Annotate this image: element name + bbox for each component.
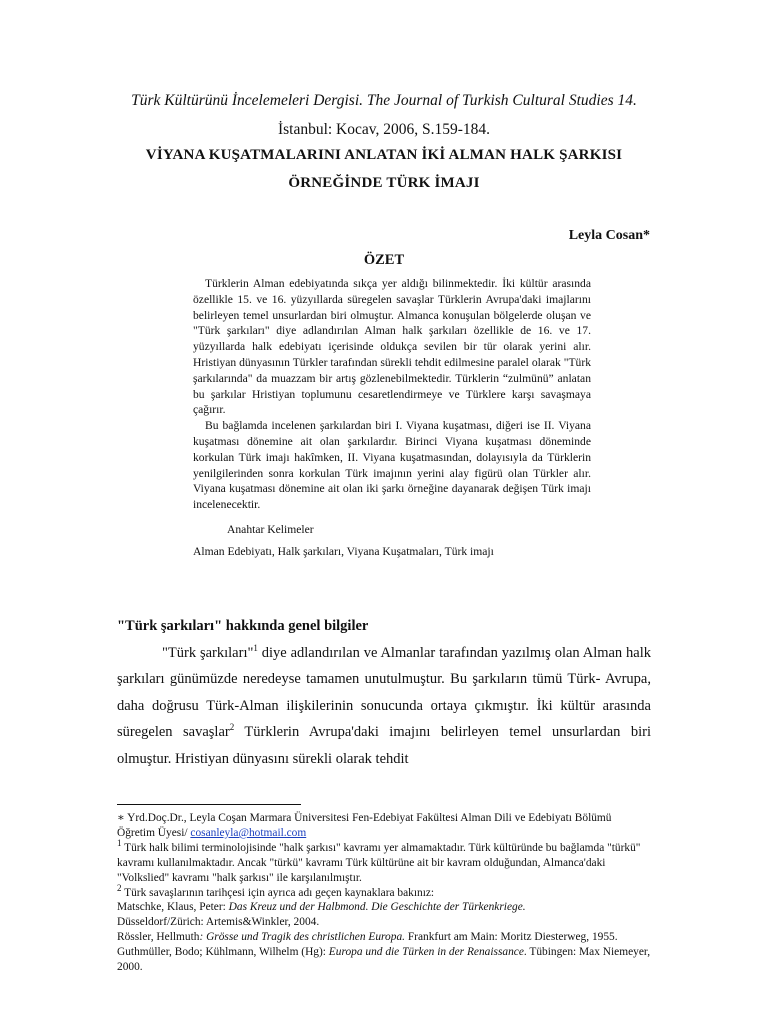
- body-text-segment: "Türk şarkıları": [162, 645, 254, 661]
- reference-author: Guthmüller, Bodo; Kühlmann, Wilhelm (Hg):: [117, 946, 329, 959]
- publication-info: İstanbul: Kocav, 2006, S.159-184.: [277, 121, 491, 138]
- abstract: [193, 276, 591, 513]
- reference-author: Matschke, Klaus, Peter:: [117, 901, 229, 914]
- author-name: Leyla Cosan*: [568, 228, 650, 243]
- abstract-heading: ÖZET: [363, 252, 405, 268]
- reference-2: [117, 930, 651, 945]
- paper-title-line-1: VİYANA KUŞATMALARINI ANLATAN İKİ ALMAN HALK ŞARKISI: [145, 147, 623, 163]
- journal-citation: Türk Kültürünü İncelemeleri Dergisi. The Journal of Turkish Cultural Studies 14.: [131, 92, 637, 109]
- body-text-segment: diye adlandırılan ve Almanlar tarafından yazılmış olan Alman halk şarkıları günümüzde neredeyse tamamen unutulmuştur. Bu şarkıların tümü Türk- Avrupa, daha doğrusu Türk-Alman ilişkilerinin sonucunda ortaya çıkmıştır. İki kültür arasında süregelen savaşlar: [117, 645, 652, 741]
- footnote-divider: [117, 804, 301, 805]
- footnote-1-mark: 1: [117, 838, 122, 849]
- footnote-ref-1[interactable]: 1: [253, 643, 258, 654]
- paper-title-line-2: ÖRNEĞİNDE TÜRK İMAJI: [288, 175, 480, 191]
- email-link[interactable]: cosanleyla@hotmail.com: [190, 826, 307, 839]
- footnote-2-text: Türk savaşlarının tarihçesi için ayrıca adı geçen kaynaklara bakınız:: [121, 886, 435, 899]
- reference-title: : Grösse und Tragik des christlichen Europa.: [199, 931, 405, 944]
- body-text-segment: Türklerin Avrupa'daki imajını belirleyen temel unsurlardan biri olmuştur. Hristiyan dünyasını sürekli olarak tehdit: [117, 724, 651, 767]
- reference-1: [117, 900, 651, 930]
- reference-3: [117, 945, 651, 975]
- reference-publisher: . Tübingen: Max Niemeyer, 2000.: [117, 946, 651, 974]
- footnote-2-mark: 2: [117, 882, 122, 893]
- footnote-author-text: ∗ Yrd.Doç.Dr., Leyla Coşan Marmara Üniversitesi Fen-Edebiyat Fakültesi Alman Dili ve Edebiyatı Bölümü Öğretim Üyesi/: [117, 812, 612, 839]
- reference-publisher: Düsseldorf/Zürich: Artemis&Winkler, 2004.: [117, 916, 320, 929]
- keywords-heading: Anahtar Kelimeler: [227, 523, 314, 536]
- footnote-ref-2[interactable]: 2: [229, 722, 235, 733]
- body-text: [117, 640, 651, 772]
- body-paragraph: [117, 640, 651, 772]
- footnotes: [117, 811, 651, 975]
- reference-title: Europa und die Türken in der Renaissance: [328, 946, 524, 959]
- reference-author: Rössler, Hellmuth: [117, 931, 200, 944]
- abstract-paragraph-1: Türklerin Alman edebiyatında sıkça yer aldığı bilinmektedir. İki kültür arasında özellikle 15. ve 16. yüzyıllarda süregelen savaşlar Türklerin Avrupa'daki imajlarını belirleyen temel unsurlardan biri olmuştur. Almanca konuşulan bölgelerde oluşan ve "Türk şarkıları" diye adlandırılan Alman halk şarkıları özellikle de 16. ve 17. yüzyıllarda halk edebiyatı içerisinde oldukça sevilen bir tür olarak yerini alır. Hristiyan dünyasının Türkler tarafından sürekli tehdit edilmesine paralel olarak "Türk şarkılarında" da muazzam bir artış gözlenebilmektedir. Türklerin “zulmünü” anlatan bu şarkılar Hristiyan toplumunu cesaretlendirmeye ve Türklere karşı savaşmaya çağırır.: [193, 277, 591, 417]
- footnote-author: [117, 811, 651, 841]
- abstract-paragraph-2: Bu bağlamda incelenen şarkılardan biri I. Viyana kuşatması, diğeri ise II. Viyana kuşatması dönemine ait olan şarkılardır. Birinci Viyana kuşatması döneminde korkulan Türk imajı hakîmken, II. Viyana kuşatmasından, dolayısıyla da Türklerin yenilgilerinden sonra korkulan Türk imajının yerini alay figürü olan Türkler alır. Viyana kuşatması dönemine ait olan iki şarkı örneğine dayanarak değişen Türk imajı incelenecektir.: [193, 419, 591, 512]
- footnote-2: [117, 882, 651, 901]
- section-heading: "Türk şarkıları" hakkında genel bilgiler: [117, 618, 369, 634]
- keywords-list: Alman Edebiyatı, Halk şarkıları, Viyana Kuşatmaları, Türk imajı: [193, 545, 494, 558]
- footnote-1-text: Türk halk bilimi terminolojisinde "halk şarkısı" kavramı yer almamaktadır. Türk kültüründe bu bağlamda "türkü" kavramı kullanılmaktadır. Ancak "türkü" kavramı Türk kültürüne ait bir kavram olduğundan, Almanca'daki "Volkslied" kavramı "halk şarkısı" ile karşılanılmıştır.: [117, 841, 641, 884]
- reference-title: Das Kreuz und der Halbmond. Die Geschichte der Türkenkriege.: [228, 901, 526, 914]
- footnote-1: [117, 838, 651, 886]
- reference-publisher: Frankfurt am Main: Moritz Diesterweg, 1955.: [405, 931, 618, 944]
